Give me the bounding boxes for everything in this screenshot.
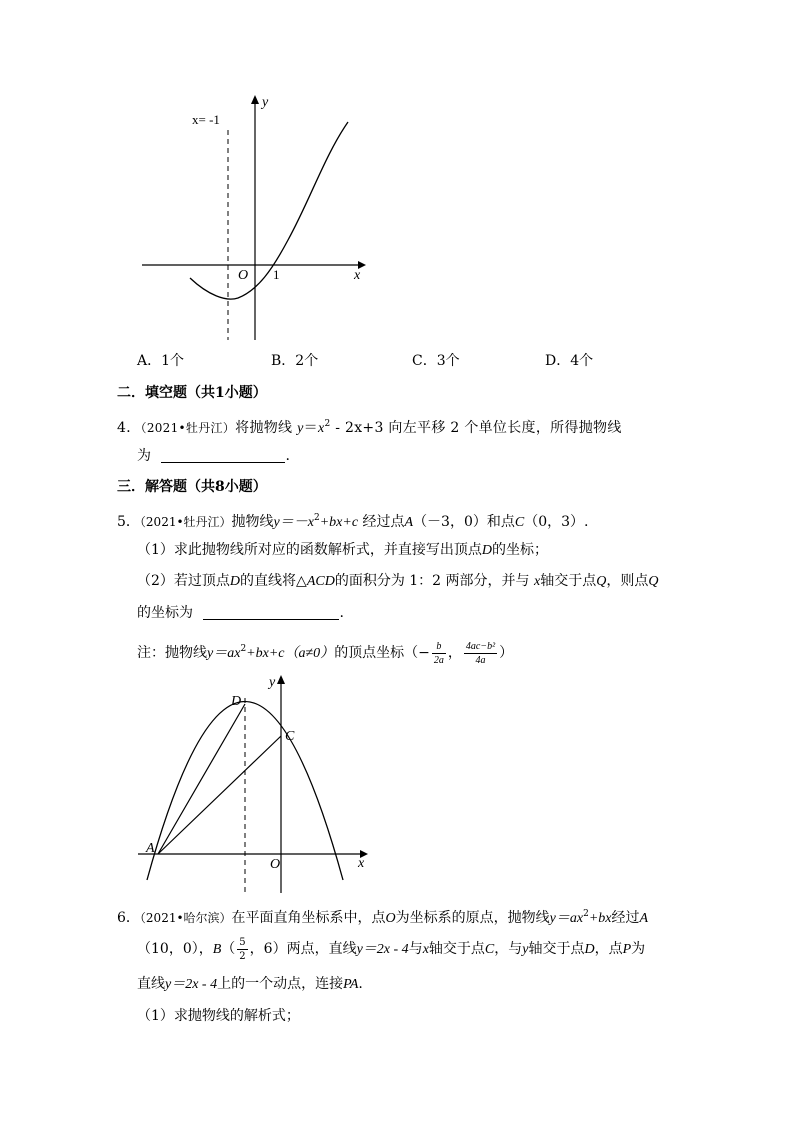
- text: 注：抛物线: [137, 645, 207, 661]
- text: 的坐标为: [137, 605, 193, 621]
- text: （1）求此抛物线所对应的函数解析式，并直接写出顶点: [137, 542, 482, 558]
- point-D-label: D: [231, 694, 242, 709]
- question-5-note: [137, 632, 513, 671]
- fraction-denominator: 2: [239, 950, 246, 962]
- y-axis-arrow: [251, 95, 259, 104]
- text: 将抛物线: [235, 420, 293, 436]
- math-sup: 2: [324, 419, 331, 429]
- question-number: 4．: [117, 420, 141, 436]
- text: 轴交于点: [528, 941, 585, 957]
- y-axis-arrow: [277, 675, 285, 684]
- fraction: [464, 640, 497, 667]
- text: 的面积分为 1：2 两部分，并与: [334, 573, 530, 589]
- origin-label: O: [270, 857, 281, 872]
- text: 为: [137, 448, 151, 464]
- text: .: [339, 605, 344, 621]
- text: ，与: [494, 941, 523, 957]
- math-rest: +bx+c: [319, 515, 359, 530]
- point-C-label: C: [285, 729, 295, 744]
- question-6-part-1: （1）求抛物线的解析式；: [137, 1008, 300, 1024]
- text: ，则点: [606, 573, 649, 589]
- point-label: Q: [648, 574, 659, 589]
- segment-AC: [158, 736, 281, 854]
- question-5-line-1: [117, 508, 589, 533]
- graph-1: [130, 90, 380, 350]
- option-c: C．3个: [412, 353, 460, 369]
- triangle-label: ACD: [306, 574, 335, 589]
- text: 抛物线: [231, 514, 274, 530]
- fraction-numerator: 5: [239, 936, 246, 948]
- origin-label: O: [238, 268, 249, 283]
- text: 直线: [137, 976, 165, 992]
- math-var: y: [522, 942, 529, 957]
- math-eq: ＝: [303, 420, 318, 436]
- point-A-label: A: [146, 841, 155, 856]
- math-rest: +bx+c（a≠0）: [246, 646, 335, 661]
- question-4-line-1: [117, 414, 622, 439]
- math-sup: 2: [313, 513, 320, 523]
- math-var: x: [317, 421, 325, 436]
- text: .: [358, 976, 363, 992]
- question-number: 6．: [117, 910, 140, 926]
- point-label: P: [622, 942, 632, 957]
- text: （2）若过顶点: [137, 573, 230, 589]
- tick-label-1: 1: [273, 267, 280, 282]
- point-label: A: [404, 515, 414, 530]
- text: 经过点: [362, 514, 405, 530]
- dash-line-label: x= -1: [192, 112, 220, 127]
- text: 的顶点坐标（−: [334, 645, 430, 661]
- question-source: （2021•牡丹江）: [140, 421, 236, 435]
- question-5-part-2: [137, 571, 658, 592]
- math-eq: y＝－x: [273, 515, 314, 530]
- math-eq: y＝2x - 4: [165, 977, 218, 992]
- point-label: A: [639, 911, 649, 926]
- point-label: C: [484, 942, 495, 957]
- math-rest: - 2x+3: [330, 420, 384, 436]
- point-label: D: [229, 574, 241, 589]
- point-label: C: [514, 515, 525, 530]
- section-2-heading: 二．填空题（共1小题）: [117, 385, 267, 401]
- math-eq: y＝ax: [549, 911, 584, 926]
- question-6-line-1: [117, 904, 648, 929]
- graph-2: [130, 668, 380, 898]
- x-axis-label: x: [358, 856, 365, 871]
- math-var: x: [534, 574, 541, 589]
- text: （10，0），: [137, 941, 213, 957]
- option-b: B．2个: [271, 353, 319, 369]
- text: ，6）两点，直线: [249, 941, 357, 957]
- point-label: Q: [596, 574, 607, 589]
- question-6-line-2: [137, 932, 645, 967]
- math-var: y: [297, 421, 304, 436]
- text: 的坐标；: [492, 542, 549, 558]
- fraction: [432, 640, 446, 667]
- text: ，: [447, 645, 462, 661]
- text: 在平面直角坐标系中，点: [231, 910, 386, 926]
- text: 与: [408, 941, 423, 957]
- text: （－3，0）和点: [413, 514, 515, 530]
- question-5-part-1: [137, 540, 548, 561]
- text: .: [285, 448, 290, 464]
- question-source: （2021•哈尔滨）: [139, 911, 232, 925]
- text: （: [221, 941, 236, 957]
- question-source: （2021•牡丹江）: [139, 515, 232, 529]
- text: 轴交于点: [428, 941, 485, 957]
- option-a: A．1个: [137, 353, 185, 369]
- fraction: [237, 936, 247, 963]
- point-label: O: [385, 911, 396, 926]
- answer-blank[interactable]: [203, 605, 339, 620]
- math-rest: +bx: [588, 911, 612, 926]
- section-3-heading: 三．解答题（共8小题）: [117, 479, 267, 495]
- y-axis-label: y: [262, 95, 269, 110]
- fraction-denominator: 4a: [475, 654, 486, 666]
- question-6-line-3: [137, 974, 363, 995]
- fraction-numerator: 4ac−b²: [465, 640, 496, 652]
- text: （0，3）.: [524, 514, 589, 530]
- text: 轴交于点: [540, 573, 597, 589]
- text: 向左平移 2 个单位长度，所得抛物线: [388, 420, 622, 436]
- text: 为: [631, 941, 646, 957]
- point-label: D: [481, 543, 493, 558]
- math-eq: y＝ax: [207, 646, 241, 661]
- math-eq: y＝2x - 4: [356, 942, 409, 957]
- text: ）: [499, 645, 514, 661]
- math-sup: 2: [583, 909, 589, 919]
- segment-AD: [158, 704, 245, 854]
- question-number: 5．: [117, 514, 140, 530]
- fraction-numerator: b: [432, 640, 446, 654]
- text: ，点: [594, 941, 623, 957]
- text: 经过: [611, 910, 640, 926]
- y-axis-label: y: [269, 675, 276, 690]
- question-5-part-2-line-2: [137, 603, 344, 623]
- point-label: D: [584, 942, 595, 957]
- parabola-curve: [190, 122, 348, 299]
- option-d: D．4个: [545, 353, 594, 369]
- math-sup: 2: [240, 644, 247, 654]
- text: 为坐标系的原点，抛物线: [395, 910, 550, 926]
- fraction-denominator: 2a: [433, 654, 444, 666]
- point-label: B: [212, 942, 222, 957]
- x-axis-label: x: [354, 268, 361, 283]
- answer-blank[interactable]: [161, 448, 285, 463]
- math-var: x: [422, 942, 429, 957]
- text: 上的一个动点，连接: [217, 976, 344, 992]
- text: 的直线将△: [240, 573, 307, 589]
- segment-label: PA: [343, 977, 359, 992]
- question-4-line-2: [137, 446, 290, 466]
